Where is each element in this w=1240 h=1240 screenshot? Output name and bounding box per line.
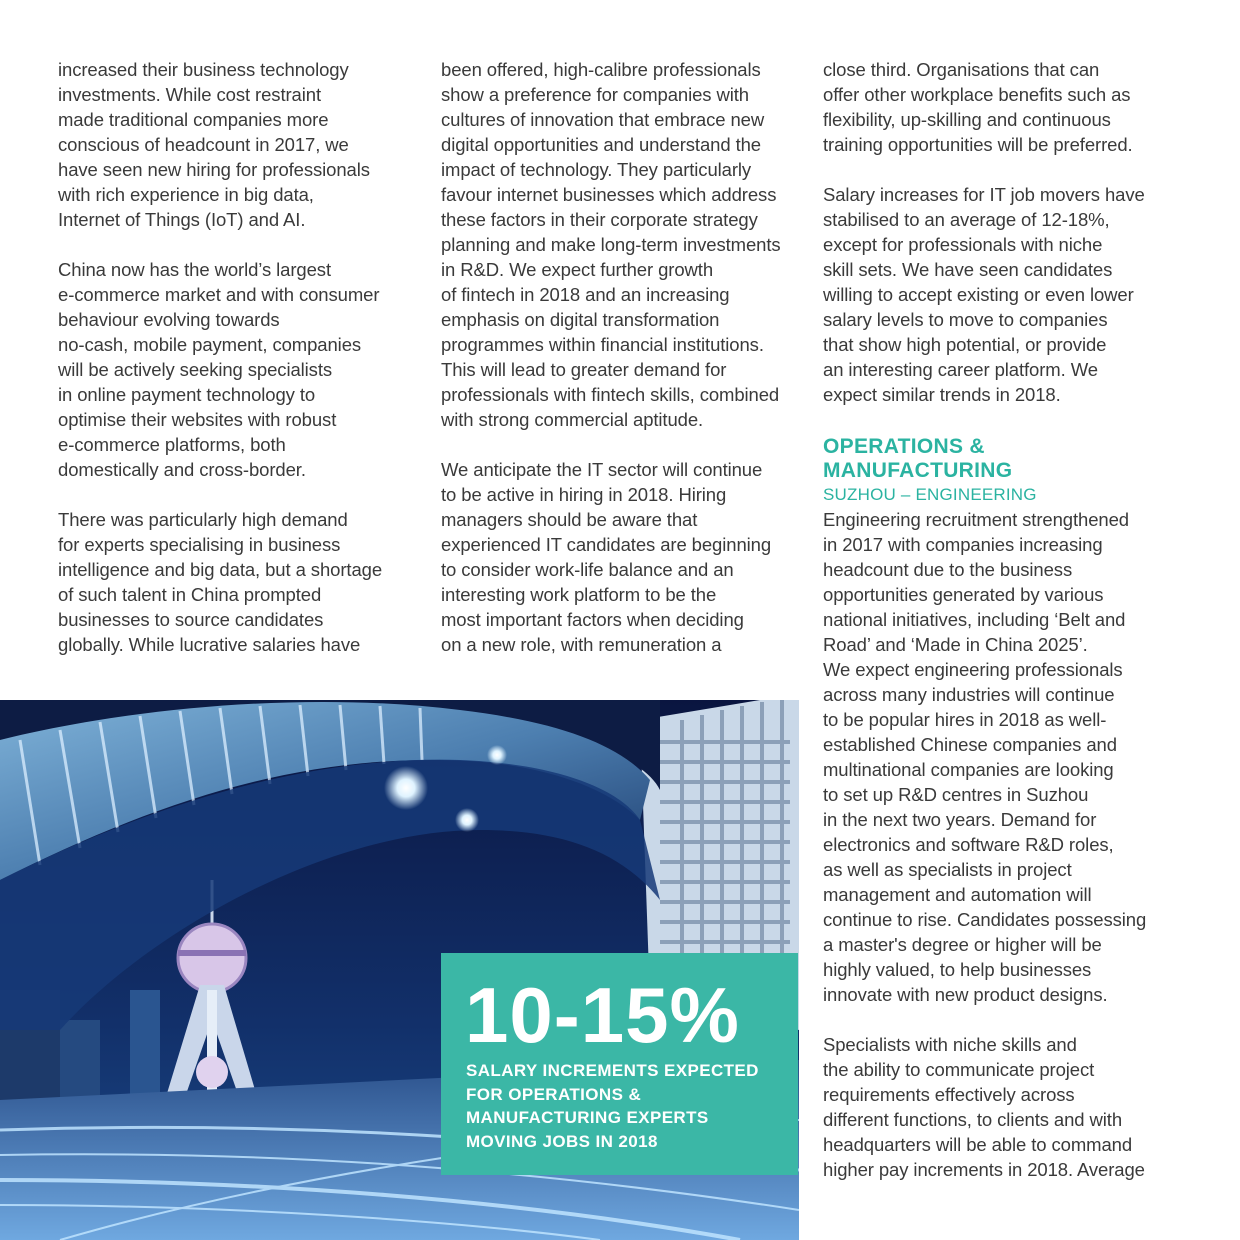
body-paragraph: There was particularly high demand for experts specialising in business intelligence and big data, but a shortage of such talent in China prompted businesses to source candidates globally. While lucrative salaries have [58,509,383,655]
stat-callout [441,953,798,1175]
salary-increment-caption: SALARY INCREMENTS EXPECTED FOR OPERATIONS & MANUFACTURING EXPERTS MOVING JOBS IN 2018 [466,1061,759,1151]
body-paragraph: Specialists with niche skills and the ability to communicate project requirements effectively across different functions, to clients and with headquarters will be able to command higher pay increments in 2018. Average [823,1034,1145,1180]
body-paragraph: been offered, high-calibre professionals show a preference for companies with cultures of innovation that embrace new digital opportunities and understand the impact of technology. They particularly favour internet businesses which address these factors in their corporate strategy planning and make long-term investments in R&D. We expect further growth of fintech in 2018 and an increasing emphasis on digital transformation programmes within financial institutions. This will lead to greater demand for professionals with fintech skills, combined with strong commercial aptitude. [441,59,781,430]
section-heading: OPERATIONS & MANUFACTURING [823,435,1013,482]
body-paragraph: We anticipate the IT sector will continue to be active in hiring in 2018. Hiring managers should be aware that experienced IT candidates are beginning to consider work-life balance and an interesting work platform to be the most important factors when deciding on a new role, with remuneration a [441,459,772,655]
text-column-1 [58,57,418,682]
body-paragraph: increased their business technology investments. While cost restraint made traditional companies more conscious of headcount in 2017, we have seen new hiring for professionals with rich experience in big data, Internet of Things (IoT) and AI. [58,59,370,230]
body-paragraph: China now has the world’s largest e-commerce market and with consumer behaviour evolving towards no-cash, mobile payment, companies will be actively seeking specialists in online payment technology to optimise their websites with robust e-commerce platforms, both domestically and cross-border. [58,259,380,480]
text-column-3 [823,57,1188,1207]
body-paragraph: close third. Organisations that can offer other workplace benefits such as flexibility, up-skilling and continuous training opportunities will be preferred. [823,59,1133,155]
salary-increment-figure: 10-15% [465,971,740,1059]
body-paragraph: Engineering recruitment strengthened in 2017 with companies increasing headcount due to the business opportunities generated by various national initiatives, including ‘Belt and Road’ and ‘Made in China 2025’. We expect engineering professionals across many industries will continue to be popular hires in 2018 as well- established Chinese companies and multinational companies are looking to set up R&D centres in Suzhou in the next two years. Demand for electronics and software R&D roles, as well as specialists in project management and automation will continue to rise. Candidates possessing a master's degree or higher will be highly valued, to help businesses innovate with new product designs. [823,509,1147,1005]
section-subheading: SUZHOU – ENGINEERING [823,485,1037,504]
text-column-2 [441,57,803,682]
body-paragraph: Salary increases for IT job movers have stabilised to an average of 12-18%, except for professionals with niche skill sets. We have seen candidates willing to accept existing or even lower salary levels to move to companies that show high potential, or provide an interesting career platform. We expect similar trends in 2018. [823,184,1145,405]
